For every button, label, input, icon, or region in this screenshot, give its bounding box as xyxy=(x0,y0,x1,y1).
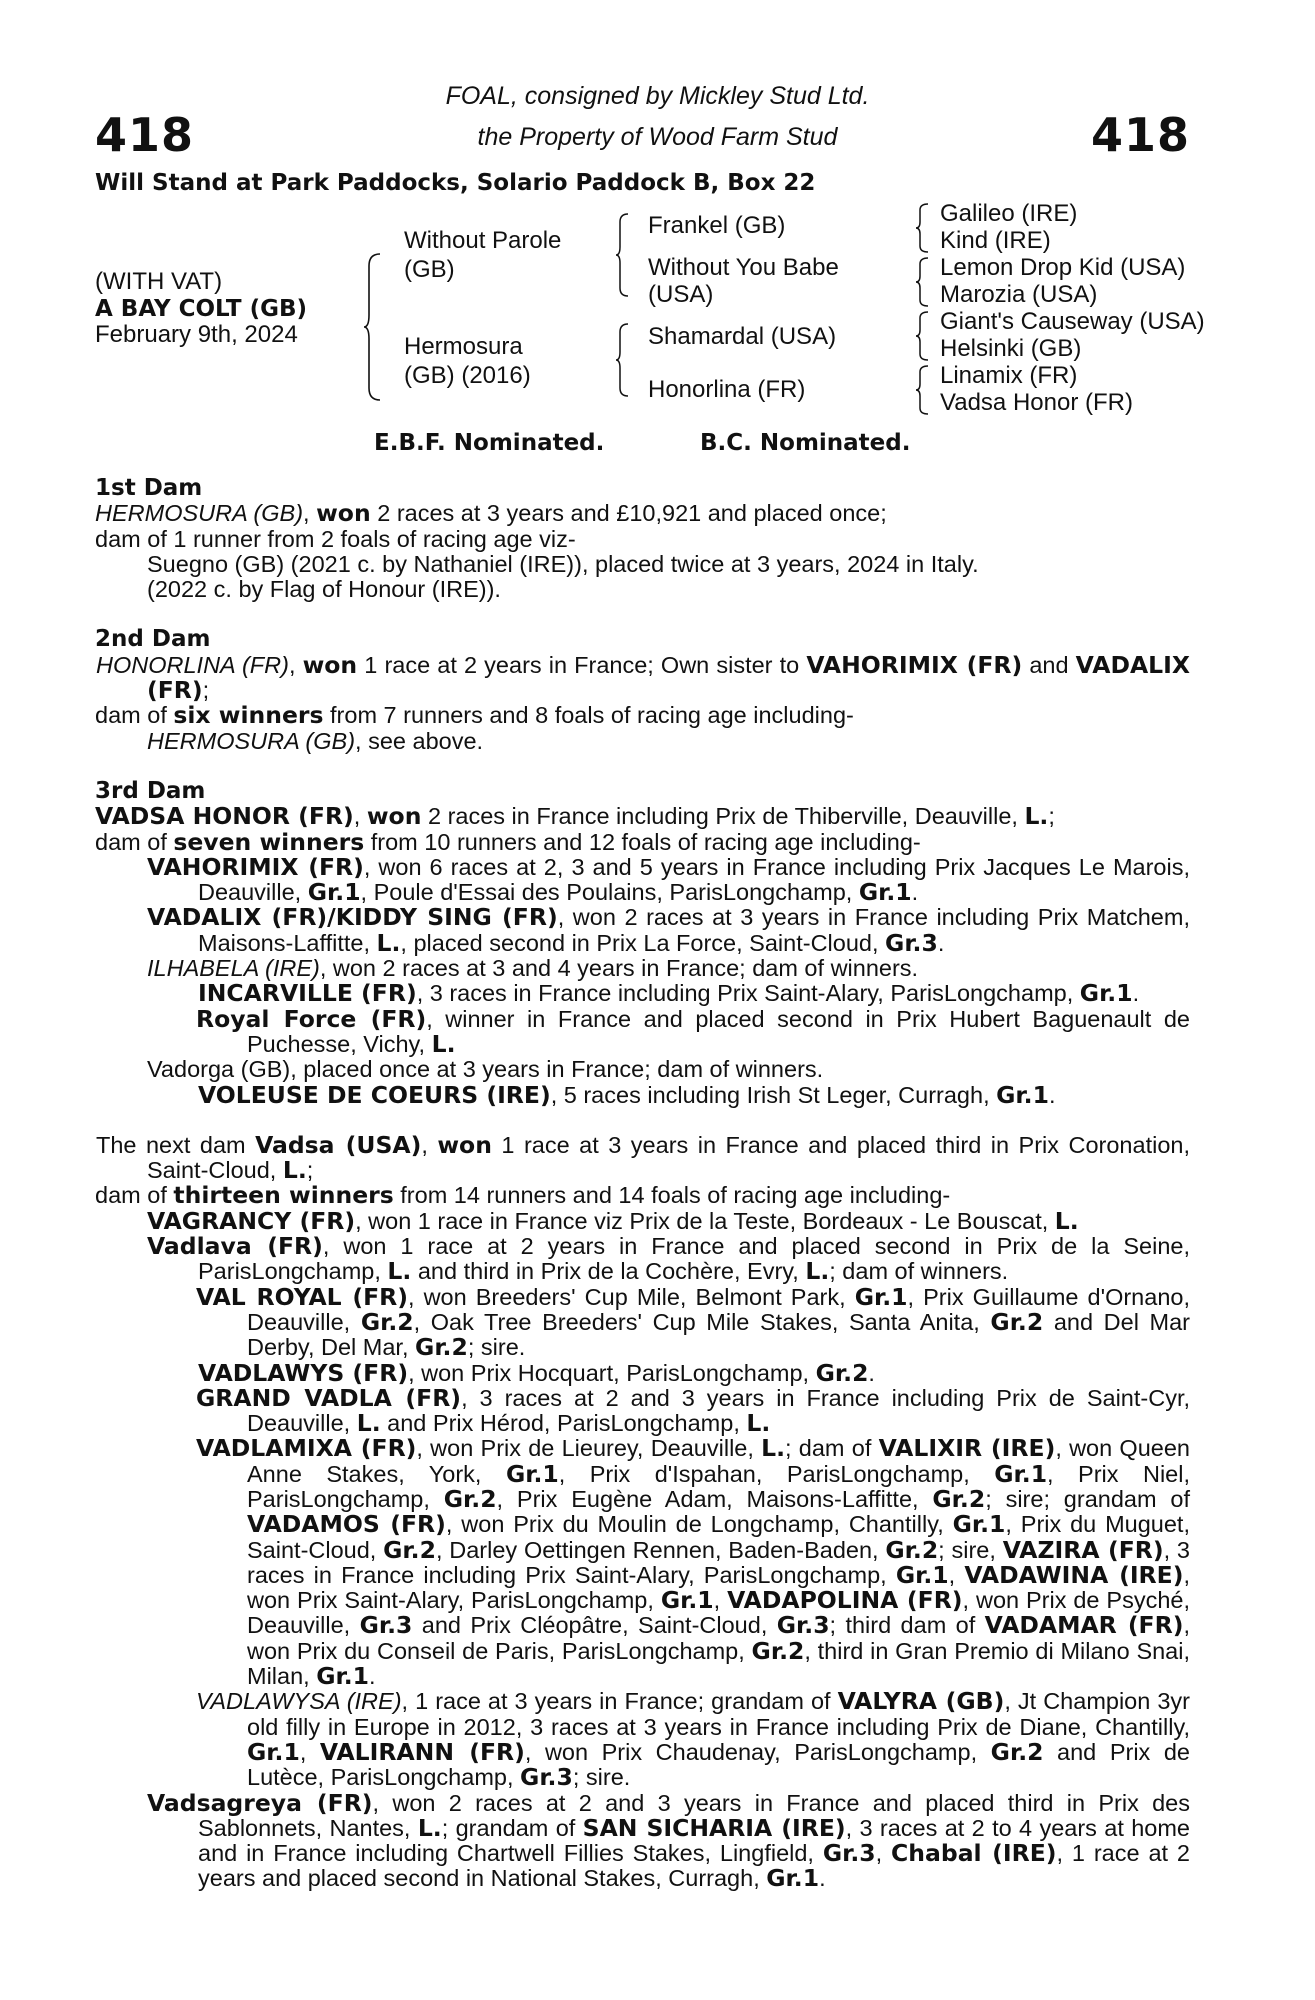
entry-paragraph xyxy=(95,1358,1190,1387)
italic-text: HERMOSURA (GB) xyxy=(147,727,356,754)
lot-name: A BAY COLT (GB) xyxy=(95,296,308,322)
bold-text: VAL ROYAL (FR) xyxy=(196,1282,408,1311)
text-run: and Prix Hérod, ParisLongchamp, xyxy=(380,1410,747,1437)
text-run: . xyxy=(1048,1081,1056,1108)
dam-name: Hermosura (GB) (2016) xyxy=(404,333,531,389)
entry-paragraph xyxy=(95,1130,1190,1185)
text-run: , third in Gran Premio di Milano Snai, Milan, xyxy=(247,1637,1191,1690)
bold-text: seven winners xyxy=(173,827,365,856)
text-run: , Prix du Muguet, Saint-Cloud, xyxy=(247,1511,1190,1563)
bold-text: Gr.1 xyxy=(766,1864,820,1893)
text-run: , xyxy=(288,651,303,678)
text-run: , won 1 race at 2 years in France and placed second in Prix de la Seine, ParisLongchamp, xyxy=(198,1233,1191,1285)
bold-text: L. xyxy=(282,1156,307,1185)
text-run: , Darley Oettingen Rennen, Baden-Baden, xyxy=(435,1536,886,1563)
text-run: ; sire. xyxy=(467,1334,526,1361)
entry-paragraph xyxy=(95,703,1190,728)
text-run: , won 2 races at 3 and 4 years in France; dam of winners. xyxy=(319,955,919,982)
text-run: , Prix Guillaume d'Ornano, Deauville, xyxy=(247,1283,1190,1335)
text-run: , 3 races in France including Prix Saint-Alary, ParisLongchamp, xyxy=(247,1536,1190,1588)
text-run: and Del Mar Derby, Del Mar, xyxy=(247,1308,1190,1361)
text-run: Suegno (GB) (2021 c. by Nathaniel (IRE)), placed twice at 3 years, 2024 in Italy. xyxy=(147,550,979,577)
section-heading: 1st Dam xyxy=(95,475,203,501)
text-run: , 1 race at 3 years in France; grandam of xyxy=(401,1688,838,1715)
text-run: The next dam xyxy=(96,1131,256,1158)
bold-text: Gr.3 xyxy=(822,1839,876,1868)
entry-paragraph xyxy=(95,577,1190,602)
pedigree-brace-dam xyxy=(614,322,630,398)
bold-text: L. xyxy=(805,1257,830,1286)
catalogue-text xyxy=(95,476,1190,1892)
text-run: and Prix de Lutèce, ParisLongchamp, xyxy=(247,1738,1190,1791)
bold-text: Gr.1 xyxy=(895,1560,949,1589)
pedigree-brace-g3-1 xyxy=(914,202,930,254)
dam-section xyxy=(95,627,1190,753)
dam-section xyxy=(95,1130,1191,1893)
text-run: , Jt Champion 3yr old filly in Europe in 2012, 3 races at 3 years in France including Prix de Diane, Chantilly, xyxy=(247,1688,1190,1740)
entry-paragraph xyxy=(95,905,1190,956)
bold-text: Gr.3 xyxy=(359,1611,413,1640)
text-run: , won Prix Hocquart, ParisLongchamp, xyxy=(408,1359,816,1386)
bold-text: L. xyxy=(761,1434,786,1463)
bold-text: VAHORIMIX (FR) xyxy=(806,650,1023,679)
text-run: and third in Prix de la Cochère, Evry, xyxy=(411,1258,806,1285)
g3-lemon-drop-kid: Lemon Drop Kid (USA) xyxy=(940,254,1186,281)
dam-section xyxy=(95,476,1190,602)
vat-note: (WITH VAT) xyxy=(95,268,223,295)
text-run: dam of xyxy=(95,828,174,855)
entry-paragraph xyxy=(95,1788,1191,1893)
text-run: , xyxy=(875,1840,892,1867)
text-run: and Prix Cléopâtre, Saint-Cloud, xyxy=(412,1612,777,1639)
text-run: , won Prix de Psyché, Deauville, xyxy=(247,1587,1191,1639)
g3-vadsa-honor: Vadsa Honor (FR) xyxy=(940,389,1133,416)
text-run: , won Prix du Conseil de Paris, ParisLongchamp, xyxy=(247,1612,1190,1664)
bold-text: Gr.2 xyxy=(360,1307,414,1336)
bold-text: Gr.1 xyxy=(996,1080,1049,1109)
text-run: , xyxy=(713,1587,728,1614)
bold-text: VALIRANN (FR) xyxy=(319,1737,525,1766)
entry-paragraph xyxy=(95,1689,1190,1790)
text-run: , winner in France and placed second in Prix Hubert Baguenault de Puchesse, Vichy, xyxy=(247,1005,1190,1057)
text-run: ; sire. xyxy=(572,1764,631,1791)
text-run: dam of 1 runner from 2 foals of racing age viz- xyxy=(95,525,576,552)
sire-sire: Frankel (GB) xyxy=(648,212,786,239)
text-run: , won Prix du Moulin de Longchamp, Chantilly, xyxy=(445,1511,953,1538)
text-run: , xyxy=(353,803,367,830)
bold-text: L. xyxy=(417,1813,442,1842)
text-run: 2 races at 3 years and £10,921 and placed once; xyxy=(370,500,887,527)
bold-text: Gr.2 xyxy=(815,1358,869,1387)
text-run: , won Prix Saint-Alary, ParisLongchamp, xyxy=(247,1561,1190,1614)
text-run: from 14 runners and 14 foals of racing age including- xyxy=(393,1182,951,1209)
bold-text: VOLEUSE DE COEURS (IRE) xyxy=(198,1080,551,1109)
g3-kind: Kind (IRE) xyxy=(940,227,1051,254)
bold-text: Gr.1 xyxy=(1079,979,1133,1008)
entry-paragraph xyxy=(95,501,1190,526)
bold-text: Gr.2 xyxy=(383,1535,436,1564)
text-run: dam of xyxy=(95,1182,174,1209)
foaling-date: February 9th, 2024 xyxy=(95,321,298,348)
text-run: , placed second in Prix La Force, Saint-Cloud, xyxy=(400,929,886,956)
entry-paragraph xyxy=(95,1383,1191,1438)
text-run: and xyxy=(1022,651,1076,678)
entry-paragraph xyxy=(95,956,1190,981)
bold-text: Gr.1 xyxy=(660,1586,714,1615)
text-run: Vadorga (GB), placed once at 3 years in France; dam of winners. xyxy=(147,1056,824,1083)
bold-text: Gr.3 xyxy=(885,928,938,957)
bold-text: won xyxy=(316,499,371,528)
text-run: . xyxy=(937,929,945,956)
text-run: , 3 races in France including Prix Saint-Alary, ParisLongchamp, xyxy=(416,980,1080,1007)
bold-text: VADSA HONOR (FR) xyxy=(95,802,354,831)
text-run: 2 races in France including Prix de Thiberville, Deauville, xyxy=(421,803,1025,830)
text-run: 1 race at 2 years in France; Own sister to xyxy=(357,651,807,678)
text-run: , 3 races at 2 to 4 years at home and in France including Chartwell Fillies Stakes, Lingfield, xyxy=(198,1814,1191,1867)
bold-text: Gr.1 xyxy=(854,1282,908,1311)
entry-paragraph xyxy=(95,650,1190,705)
text-run: , Prix d'Ispahan, ParisLongchamp, xyxy=(558,1460,995,1487)
section-heading: 3rd Dam xyxy=(95,777,206,804)
bold-text: VADLAMIXA (FR) xyxy=(196,1434,417,1463)
pedigree-brace-g3-3 xyxy=(914,310,930,362)
italic-text: HERMOSURA (GB) xyxy=(95,500,304,527)
text-run: , won 6 races at 2, 3 and 5 years in France including Prix Jacques Le Marois, Deauville, xyxy=(198,853,1190,906)
dam-section xyxy=(95,779,1190,1108)
text-run: , Oak Tree Breeders' Cup Mile Stakes, Santa Anita, xyxy=(413,1308,991,1335)
consignor-line: FOAL, consigned by Mickley Stud Ltd. xyxy=(445,82,870,110)
entry-paragraph xyxy=(95,729,1190,754)
text-run: ; xyxy=(202,677,210,704)
bold-text: Gr.3 xyxy=(520,1763,573,1792)
sire-name: Without Parole (GB) xyxy=(404,227,562,283)
entry-paragraph xyxy=(95,1004,1190,1058)
bold-text: Gr.2 xyxy=(415,1333,468,1362)
text-run: , 5 races including Irish St Leger, Curragh, xyxy=(550,1081,997,1108)
text-run: , won 2 races at 2 and 3 years in France and placed third in Prix des Sablonnets, Nantes, xyxy=(198,1789,1190,1841)
text-run: , xyxy=(421,1131,438,1158)
text-run: ; third dam of xyxy=(829,1612,985,1639)
sire-dam: Without You Babe (USA) xyxy=(648,254,839,308)
text-run: , won 2 races at 3 years in France including Prix Matchem, Maisons-Laffitte, xyxy=(198,904,1190,956)
entry-paragraph xyxy=(95,1080,1190,1109)
italic-text: VADLAWYSA (IRE) xyxy=(196,1688,402,1715)
entry-paragraph xyxy=(95,827,1190,856)
section-gap xyxy=(95,754,1190,779)
bold-text: Gr.2 xyxy=(751,1636,805,1665)
bold-text: L. xyxy=(431,1029,456,1058)
text-run: . xyxy=(1132,980,1140,1007)
bold-text: Gr.1 xyxy=(247,1737,300,1766)
g3-galileo: Galileo (IRE) xyxy=(940,200,1078,227)
lot-number-right: 418 xyxy=(1090,108,1190,162)
text-run: . xyxy=(369,1663,376,1690)
bold-text: won xyxy=(437,1130,492,1159)
bold-text: VADAPOLINA (FR) xyxy=(727,1586,963,1615)
entry-paragraph xyxy=(95,1436,1190,1689)
entry-paragraph xyxy=(95,1206,1190,1235)
entry-paragraph xyxy=(95,981,1190,1006)
text-run: ; xyxy=(1048,803,1055,830)
pedigree-brace-g3-4 xyxy=(914,364,930,416)
text-run: , xyxy=(299,1738,320,1765)
bold-text: L. xyxy=(356,1409,381,1438)
bold-text: Gr.1 xyxy=(952,1510,1006,1539)
text-run: , see above. xyxy=(355,727,484,754)
bold-text: L. xyxy=(376,928,401,957)
text-run: . xyxy=(911,879,919,906)
bold-text: Gr.1 xyxy=(858,878,912,907)
dam-dam: Honorlina (FR) xyxy=(648,376,806,403)
g3-linamix: Linamix (FR) xyxy=(940,362,1078,389)
bold-text: INCARVILLE (FR) xyxy=(198,979,417,1008)
text-run: , Prix Eugène Adam, Maisons-Laffitte, xyxy=(496,1485,933,1512)
dam-sire: Shamardal (USA) xyxy=(648,323,837,350)
text-run: , won Prix Chaudenay, ParisLongchamp, xyxy=(524,1738,991,1765)
bold-text: Gr.1 xyxy=(505,1459,559,1488)
text-run: dam of xyxy=(95,702,174,729)
bold-text: SAN SICHARIA (IRE) xyxy=(582,1813,846,1842)
bold-text: thirteen winners xyxy=(173,1181,394,1210)
text-run: ; grandam of xyxy=(441,1814,583,1841)
text-run: from 7 runners and 8 foals of racing age including- xyxy=(323,702,854,729)
bold-text: L. xyxy=(387,1257,412,1286)
g3-helsinki: Helsinki (GB) xyxy=(940,335,1082,362)
italic-text: HONORLINA (FR) xyxy=(96,651,289,678)
bold-text: VADAMAR (FR) xyxy=(984,1611,1184,1640)
bc-nominated: B.C. Nominated. xyxy=(700,430,911,456)
sire xyxy=(404,226,582,284)
text-run: ; sire, xyxy=(938,1536,1003,1563)
pedigree-brace-g3-2 xyxy=(914,256,930,308)
bold-text: Gr.2 xyxy=(885,1535,939,1564)
bold-text: L. xyxy=(1024,802,1049,831)
bold-text: won xyxy=(302,650,358,679)
dam xyxy=(404,332,574,390)
entry-paragraph xyxy=(95,552,1190,577)
pedigree-brace-sire xyxy=(614,212,630,298)
section-gap xyxy=(95,602,1190,627)
bold-text: Gr.2 xyxy=(990,1307,1044,1336)
text-run: . xyxy=(819,1865,826,1892)
bold-text: VADAWINA (IRE) xyxy=(964,1560,1184,1589)
text-run: , Prix Niel, ParisLongchamp, xyxy=(247,1460,1190,1512)
entry-paragraph xyxy=(95,852,1190,907)
bold-text: VAGRANCY (FR) xyxy=(147,1206,356,1235)
bold-text: Vadlava (FR) xyxy=(147,1232,323,1261)
bold-text: Chabal (IRE) xyxy=(891,1839,1057,1868)
g3-marozia: Marozia (USA) xyxy=(940,281,1098,308)
bold-text: VADLAWYS (FR) xyxy=(198,1358,409,1387)
text-run: from 10 runners and 12 foals of racing age including- xyxy=(364,828,921,855)
bold-text: Gr.2 xyxy=(443,1484,497,1513)
text-run: , 3 races at 2 and 3 years in France including Prix de Saint-Cyr, Deauville, xyxy=(247,1384,1191,1437)
lot-number-left: 418 xyxy=(95,108,195,162)
bold-text: VADALIX (FR) xyxy=(147,650,1190,705)
bold-text: VAZIRA (FR) xyxy=(1002,1535,1164,1564)
bold-text: VALIXIR (IRE) xyxy=(878,1434,1056,1463)
bold-text: VALYRA (GB) xyxy=(837,1687,1005,1716)
italic-text: ILHABELA (IRE) xyxy=(147,955,320,982)
bold-text: VADAMOS (FR) xyxy=(247,1510,446,1539)
bold-text: Vadsa (USA) xyxy=(255,1130,422,1159)
entry-paragraph xyxy=(95,1057,1190,1082)
bold-text: Royal Force (FR) xyxy=(196,1004,427,1033)
entry-paragraph xyxy=(95,527,1190,552)
bold-text: Gr.3 xyxy=(776,1611,830,1640)
bold-text: Gr.1 xyxy=(316,1662,370,1691)
bold-text: L. xyxy=(1054,1206,1079,1235)
g3-giants-causeway: Giant's Causeway (USA) xyxy=(940,308,1205,335)
text-run: , won 1 race in France viz Prix de la Teste, Bordeaux - Le Bouscat, xyxy=(355,1207,1055,1234)
bold-text: won xyxy=(366,802,422,831)
text-run: , won Queen Anne Stakes, York, xyxy=(247,1435,1190,1487)
text-run: ; dam of winners. xyxy=(829,1258,1009,1285)
text-run: , 1 race at 2 years and placed second in National Stakes, Curragh, xyxy=(198,1840,1190,1892)
text-run: ; dam of xyxy=(785,1435,879,1462)
text-run: , won Prix de Lieurey, Deauville, xyxy=(416,1435,762,1462)
text-run: ; sire; grandam of xyxy=(985,1485,1190,1512)
pedigree-brace-main xyxy=(362,252,382,402)
bold-text: Gr.2 xyxy=(990,1737,1044,1766)
bold-text: L. xyxy=(746,1409,771,1438)
entry-paragraph xyxy=(95,804,1190,829)
bold-text: Gr.1 xyxy=(307,878,361,907)
bold-text: VAHORIMIX (FR) xyxy=(147,852,364,881)
text-run: , Poule d'Essai des Poulains, ParisLongchamp, xyxy=(360,879,859,906)
section-heading: 2nd Dam xyxy=(95,626,211,653)
bold-text: GRAND VADLA (FR) xyxy=(196,1383,462,1412)
ebf-nominated: E.B.F. Nominated. xyxy=(374,430,605,456)
section-gap xyxy=(95,1108,1190,1133)
text-run: (2022 c. by Flag of Honour (IRE)). xyxy=(147,576,501,603)
text-run: 1 race at 3 years in France and placed third in Prix Coronation, Saint-Cloud, xyxy=(147,1131,1190,1184)
bold-text: Gr.1 xyxy=(994,1459,1048,1488)
entry-paragraph xyxy=(95,1282,1190,1362)
bold-text: Vadsagreya (FR) xyxy=(147,1788,373,1817)
text-run: , won Breeders' Cup Mile, Belmont Park, xyxy=(407,1283,855,1310)
stand-location: Will Stand at Park Paddocks, Solario Paddock B, Box 22 xyxy=(95,170,816,196)
bold-text: six winners xyxy=(173,701,324,730)
entry-paragraph xyxy=(95,1234,1190,1285)
text-run: . xyxy=(868,1359,875,1386)
text-run: , xyxy=(948,1561,965,1588)
entry-paragraph xyxy=(95,1183,1190,1208)
text-run: , xyxy=(303,500,317,527)
bold-text: Gr.2 xyxy=(932,1484,986,1513)
bold-text: VADALIX (FR)/KIDDY SING (FR) xyxy=(147,903,558,932)
text-run: ; xyxy=(306,1157,314,1184)
property-line: the Property of Wood Farm Stud xyxy=(477,123,838,151)
